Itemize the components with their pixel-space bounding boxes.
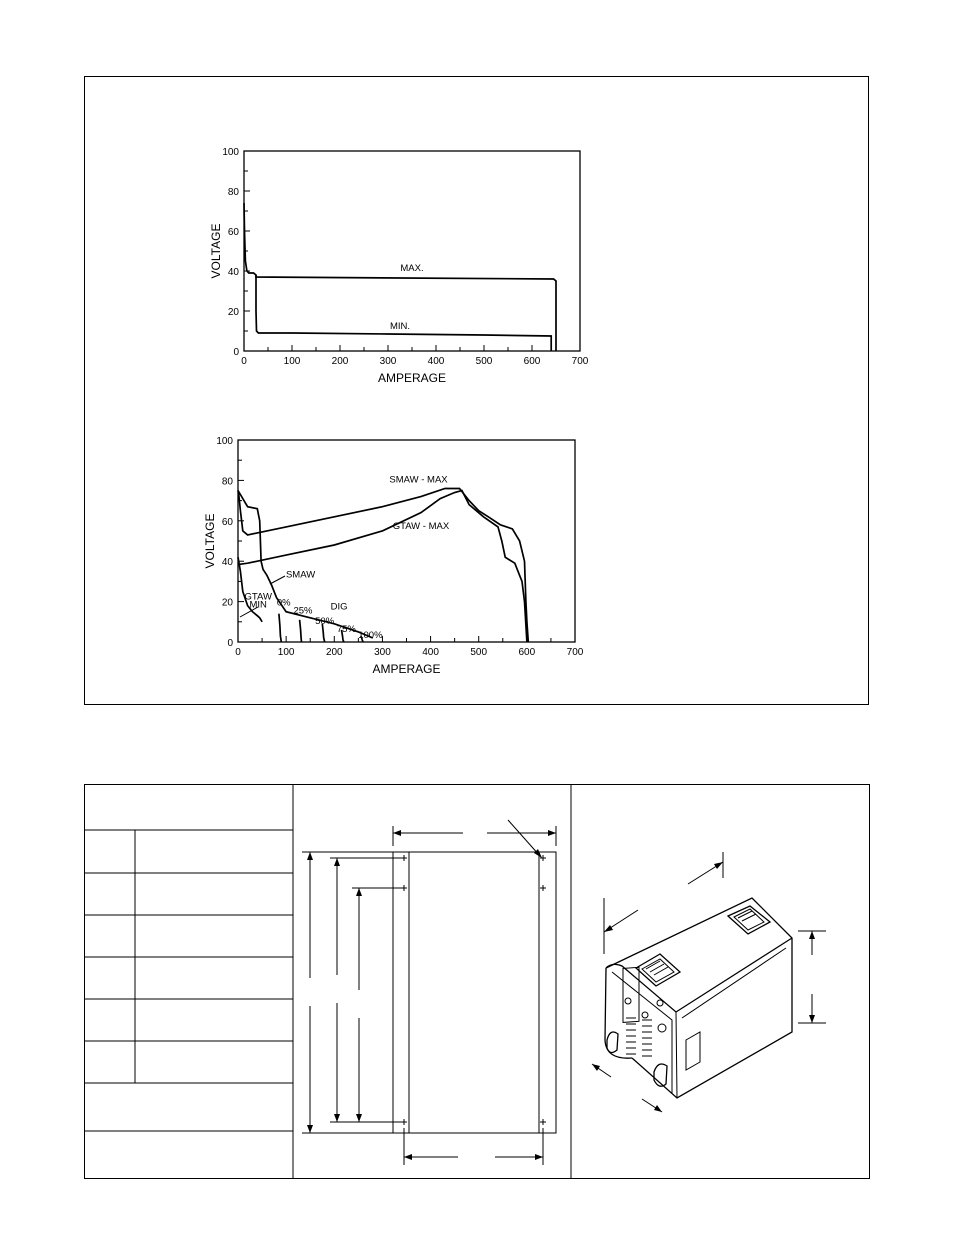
annotation-label: 25% (293, 605, 313, 617)
x-tick-label: 400 (427, 356, 445, 367)
y-axis-label: VOLTAGE (209, 223, 223, 279)
y-tick-label: 20 (221, 597, 233, 609)
annotation-label: 0% (276, 597, 291, 609)
mounting-hole-icon (540, 885, 546, 891)
x-tick-label: 300 (374, 647, 391, 658)
x-tick-label: 300 (379, 356, 397, 367)
y-tick-label: 100 (216, 436, 233, 447)
y-tick-label: 0 (227, 638, 233, 649)
x-tick-label: 500 (475, 356, 493, 367)
y-tick-label: 80 (227, 187, 239, 198)
y-tick-label: 100 (222, 147, 239, 158)
x-tick-label: 0 (241, 356, 247, 367)
base-mounting-outline (302, 820, 556, 1165)
y-tick-label: 60 (221, 516, 233, 528)
x-tick-label: 100 (277, 647, 295, 658)
x-axis-label: AMPERAGE (377, 371, 447, 385)
x-tick-label: 500 (470, 647, 488, 658)
welding-power-source-illustration (592, 852, 826, 1112)
annotation-label: MAX. (400, 263, 424, 274)
annotation-label: DIG (330, 601, 348, 613)
annotation-label: 50% (315, 615, 335, 627)
output-terminal-icon (607, 1032, 618, 1053)
y-tick-label: 20 (227, 307, 239, 318)
knob-icon (625, 998, 631, 1004)
knob-icon (658, 1024, 666, 1032)
mounting-hole-icon (540, 1119, 546, 1125)
y-tick-label: 40 (221, 557, 233, 569)
y-tick-label: 80 (221, 476, 233, 488)
knob-icon (642, 1012, 648, 1018)
dimension-table (84, 784, 571, 1179)
annotation-label: MIN. (389, 321, 411, 332)
mounting-hole-icon (401, 885, 407, 891)
x-tick-label: 200 (325, 647, 343, 658)
annotation-label: GTAW (244, 591, 272, 603)
x-tick-label: 600 (523, 356, 541, 367)
annotation-label: 100% (358, 629, 383, 641)
x-tick-label: 100 (283, 356, 301, 367)
mounting-hole-icon (401, 1119, 407, 1125)
x-tick-label: 400 (422, 647, 439, 658)
y-axis-label: VOLTAGE (203, 513, 217, 569)
annotation-label: MIN (249, 599, 267, 611)
annotation-label: GTAW - MAX (392, 520, 450, 532)
x-tick-label: 0 (235, 647, 241, 658)
x-tick-label: 600 (518, 647, 536, 658)
y-tick-label: 40 (227, 267, 239, 278)
annotation-label: 75% (336, 623, 356, 635)
annotation-label: SMAW (285, 569, 316, 581)
x-axis-label: AMPERAGE (372, 662, 441, 676)
annotation-label: SMAW - MAX (389, 474, 448, 486)
mounting-hole-icon (401, 855, 407, 861)
x-tick-label: 700 (571, 356, 589, 367)
y-tick-label: 60 (227, 227, 239, 238)
knob-icon (657, 1000, 663, 1006)
handle-icon (636, 954, 680, 986)
x-tick-label: 200 (331, 356, 349, 367)
x-tick-label: 700 (566, 647, 584, 658)
y-tick-label: 0 (233, 347, 239, 358)
